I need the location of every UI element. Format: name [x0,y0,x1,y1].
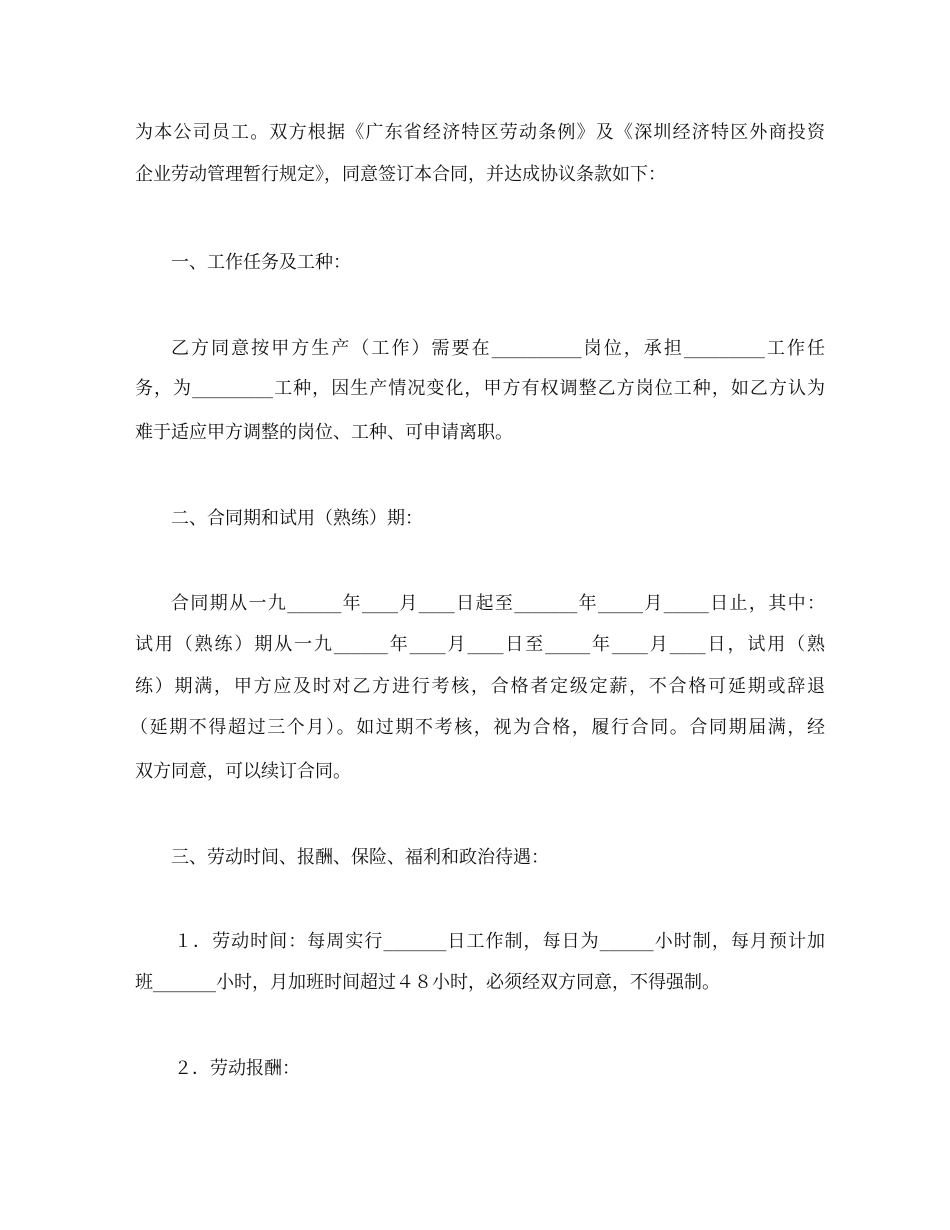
item-1-line-1: １．劳动时间：每周实行_______日工作制，每日为______小时制，每月预计加 [174,931,825,952]
section-3-heading: 三、劳动时间、报酬、保险、福利和政治待遇： [171,847,549,868]
section-2-heading: 二、合同期和试用（熟练）期： [171,508,423,529]
section-2-line-3: 练）期满，甲方应及时对乙方进行考核，合格者定级定薪，不合格可延期或辞退 [135,676,825,697]
item-1-line-2: 班_______小时，月加班时间超过４８小时，必须经双方同意，不得强制。 [135,972,720,993]
section-2-line-1: 合同期从一九______年____月____日起至_______年_____月_____日止，其中： [171,593,825,614]
intro-line-1: 为本公司员工。双方根据《广东省经济特区劳动条例》及《深圳经济特区外商投资 [135,122,825,143]
section-1-line-1: 乙方同意按甲方生产（工作）需要在__________岗位，承担_________工作任 [171,338,825,359]
section-2-line-4: （延期不得超过三个月）。如过期不考核，视为合格，履行合同。合同期届满，经 [130,717,825,738]
item-2-heading: ２．劳动报酬： [174,1058,300,1079]
section-1-heading: 一、工作任务及工种： [171,252,351,273]
section-1-line-2: 务，为_________工种，因生产情况变化，甲方有权调整乙方岗位工种，如乙方认为 [135,378,825,399]
section-1-line-3: 难于适应甲方调整的岗位、工种、可申请离职。 [135,422,513,443]
section-2-line-5: 双方同意，可以续订合同。 [135,761,351,782]
intro-line-2: 企业劳动管理暂行规定》，同意签订本合同，并达成协议条款如下： [135,164,666,185]
section-2-line-2: 试用（熟练）期从一九______年____月____日至_____年____月____日，试用（熟 [135,634,825,655]
